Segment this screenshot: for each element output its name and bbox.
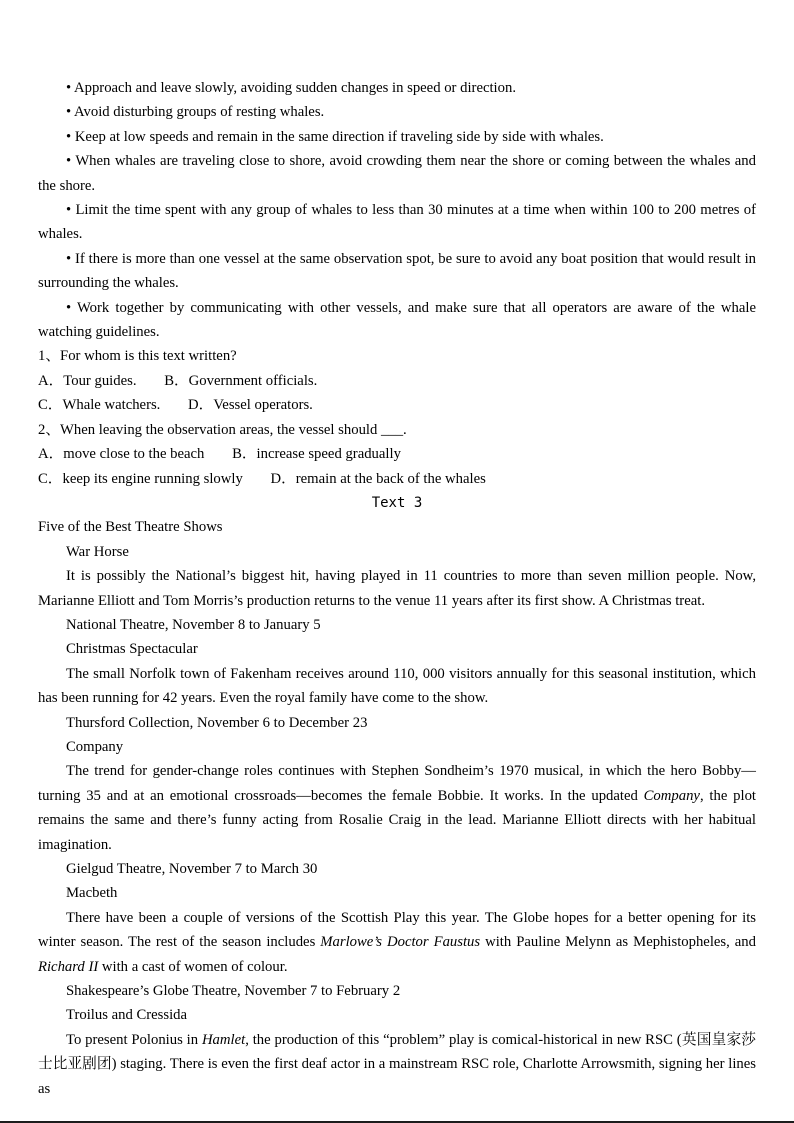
section-heading-text-3: Text 3 (371, 494, 423, 511)
show-body-war-horse: It is possibly the National’s biggest hit, having played in 11 countries to more than seven million people. Now, Marianne Elliott and Tom Morris’s production returns to the venue 11 years after its first show. A Christmas treat. (38, 568, 756, 609)
show-venue-macbeth: Shakespeare’s Globe Theatre, November 7 to February 2 (66, 983, 401, 1000)
question-2-option-a: A．move close to the beach (38, 446, 205, 463)
bullet-item: • If there is more than one vessel at the same observation spot, be sure to avoid any boat position that would result in surrounding the whales. (38, 250, 756, 292)
show-body-troilus-and-cressida: To present Polonius in Hamlet, the production of this “problem” play is comical-historical in new RSC (英国皇家莎士比亚剧团) staging. There is even the first deaf actor in a mainstream RSC role, Charlotte Arrowsmith, signing her lines as (38, 1031, 756, 1097)
show-title-company: Company (66, 738, 124, 755)
article-title: Five of the Best Theatre Shows (38, 519, 223, 536)
question-1-stem: 1、For whom is this text written? (38, 348, 237, 365)
show-body-company: The trend for gender-change roles continues with Stephen Sondheim’s 1970 musical, in which the hero Bobby—turning 35 and at an emotional crossroads—becomes the female Bobbie. It works. In the updated Company, the plot remains the same and there’s funny acting from Rosalie Craig in the lead. Marianne Elliott directs with her habitual imagination. (38, 763, 756, 853)
question-2-option-c: C．keep its engine running slowly (38, 470, 243, 487)
bullet-item: • Approach and leave slowly, avoiding sudden changes in speed or direction. (66, 80, 516, 96)
question-1-options-ab (38, 369, 756, 393)
question-2-stem: 2、When leaving the observation areas, the vessel should ___. (38, 421, 407, 438)
show-body-macbeth: There have been a couple of versions of the Scottish Play this year. The Globe hopes for a better opening for its winter season. The rest of the season includes Marlowe’s Doctor Faustus with Pauline Melynn as Mephistopheles, and Richard II with a cast of women of colour. (38, 909, 756, 975)
show-title-war-horse: War Horse (66, 543, 129, 560)
question-1-option-b: B．Government officials. (164, 372, 318, 389)
question-2-options-cd (38, 467, 756, 491)
bullet-item: • Work together by communicating with other vessels, and make sure that all operators are aware of the whale watching guidelines. (38, 299, 756, 341)
question-1-options-cd (38, 393, 756, 417)
show-body-christmas-spectacular: The small Norfolk town of Fakenham receives around 110, 000 visitors annually for this seasonal institution, which has been running for 42 years. Even the royal family have come to the show. (38, 665, 756, 707)
question-1-option-a: A．Tour guides. (38, 372, 137, 389)
show-venue-war-horse: National Theatre, November 8 to January 5 (66, 616, 321, 633)
show-venue-company: Gielgud Theatre, November 7 to March 30 (66, 861, 318, 877)
question-1-option-c: C．Whale watchers. (38, 397, 161, 414)
question-2-option-b: B．increase speed gradually (232, 446, 401, 463)
show-title-troilus-and-cressida: Troilus and Cressida (66, 1007, 188, 1024)
bullet-item: • Avoid disturbing groups of resting whales. (66, 104, 325, 121)
show-venue-christmas-spectacular: Thursford Collection, November 6 to December 23 (66, 714, 368, 731)
show-title-christmas-spectacular: Christmas Spectacular (66, 641, 198, 658)
bullet-item: • Limit the time spent with any group of whales to less than 30 minutes at a time when within 100 to 200 metres of whales. (38, 202, 756, 243)
question-2-options-ab (38, 442, 756, 466)
bullet-item: • Keep at low speeds and remain in the same direction if traveling side by side with whales. (66, 128, 604, 145)
show-title-macbeth: Macbeth (66, 885, 118, 902)
bullet-item: • When whales are traveling close to shore, avoid crowding them near the shore or coming between the whales and the shore. (38, 153, 756, 194)
question-1-option-d: D．Vessel operators. (188, 397, 313, 414)
question-2-option-d: D．remain at the back of the whales (270, 470, 486, 487)
